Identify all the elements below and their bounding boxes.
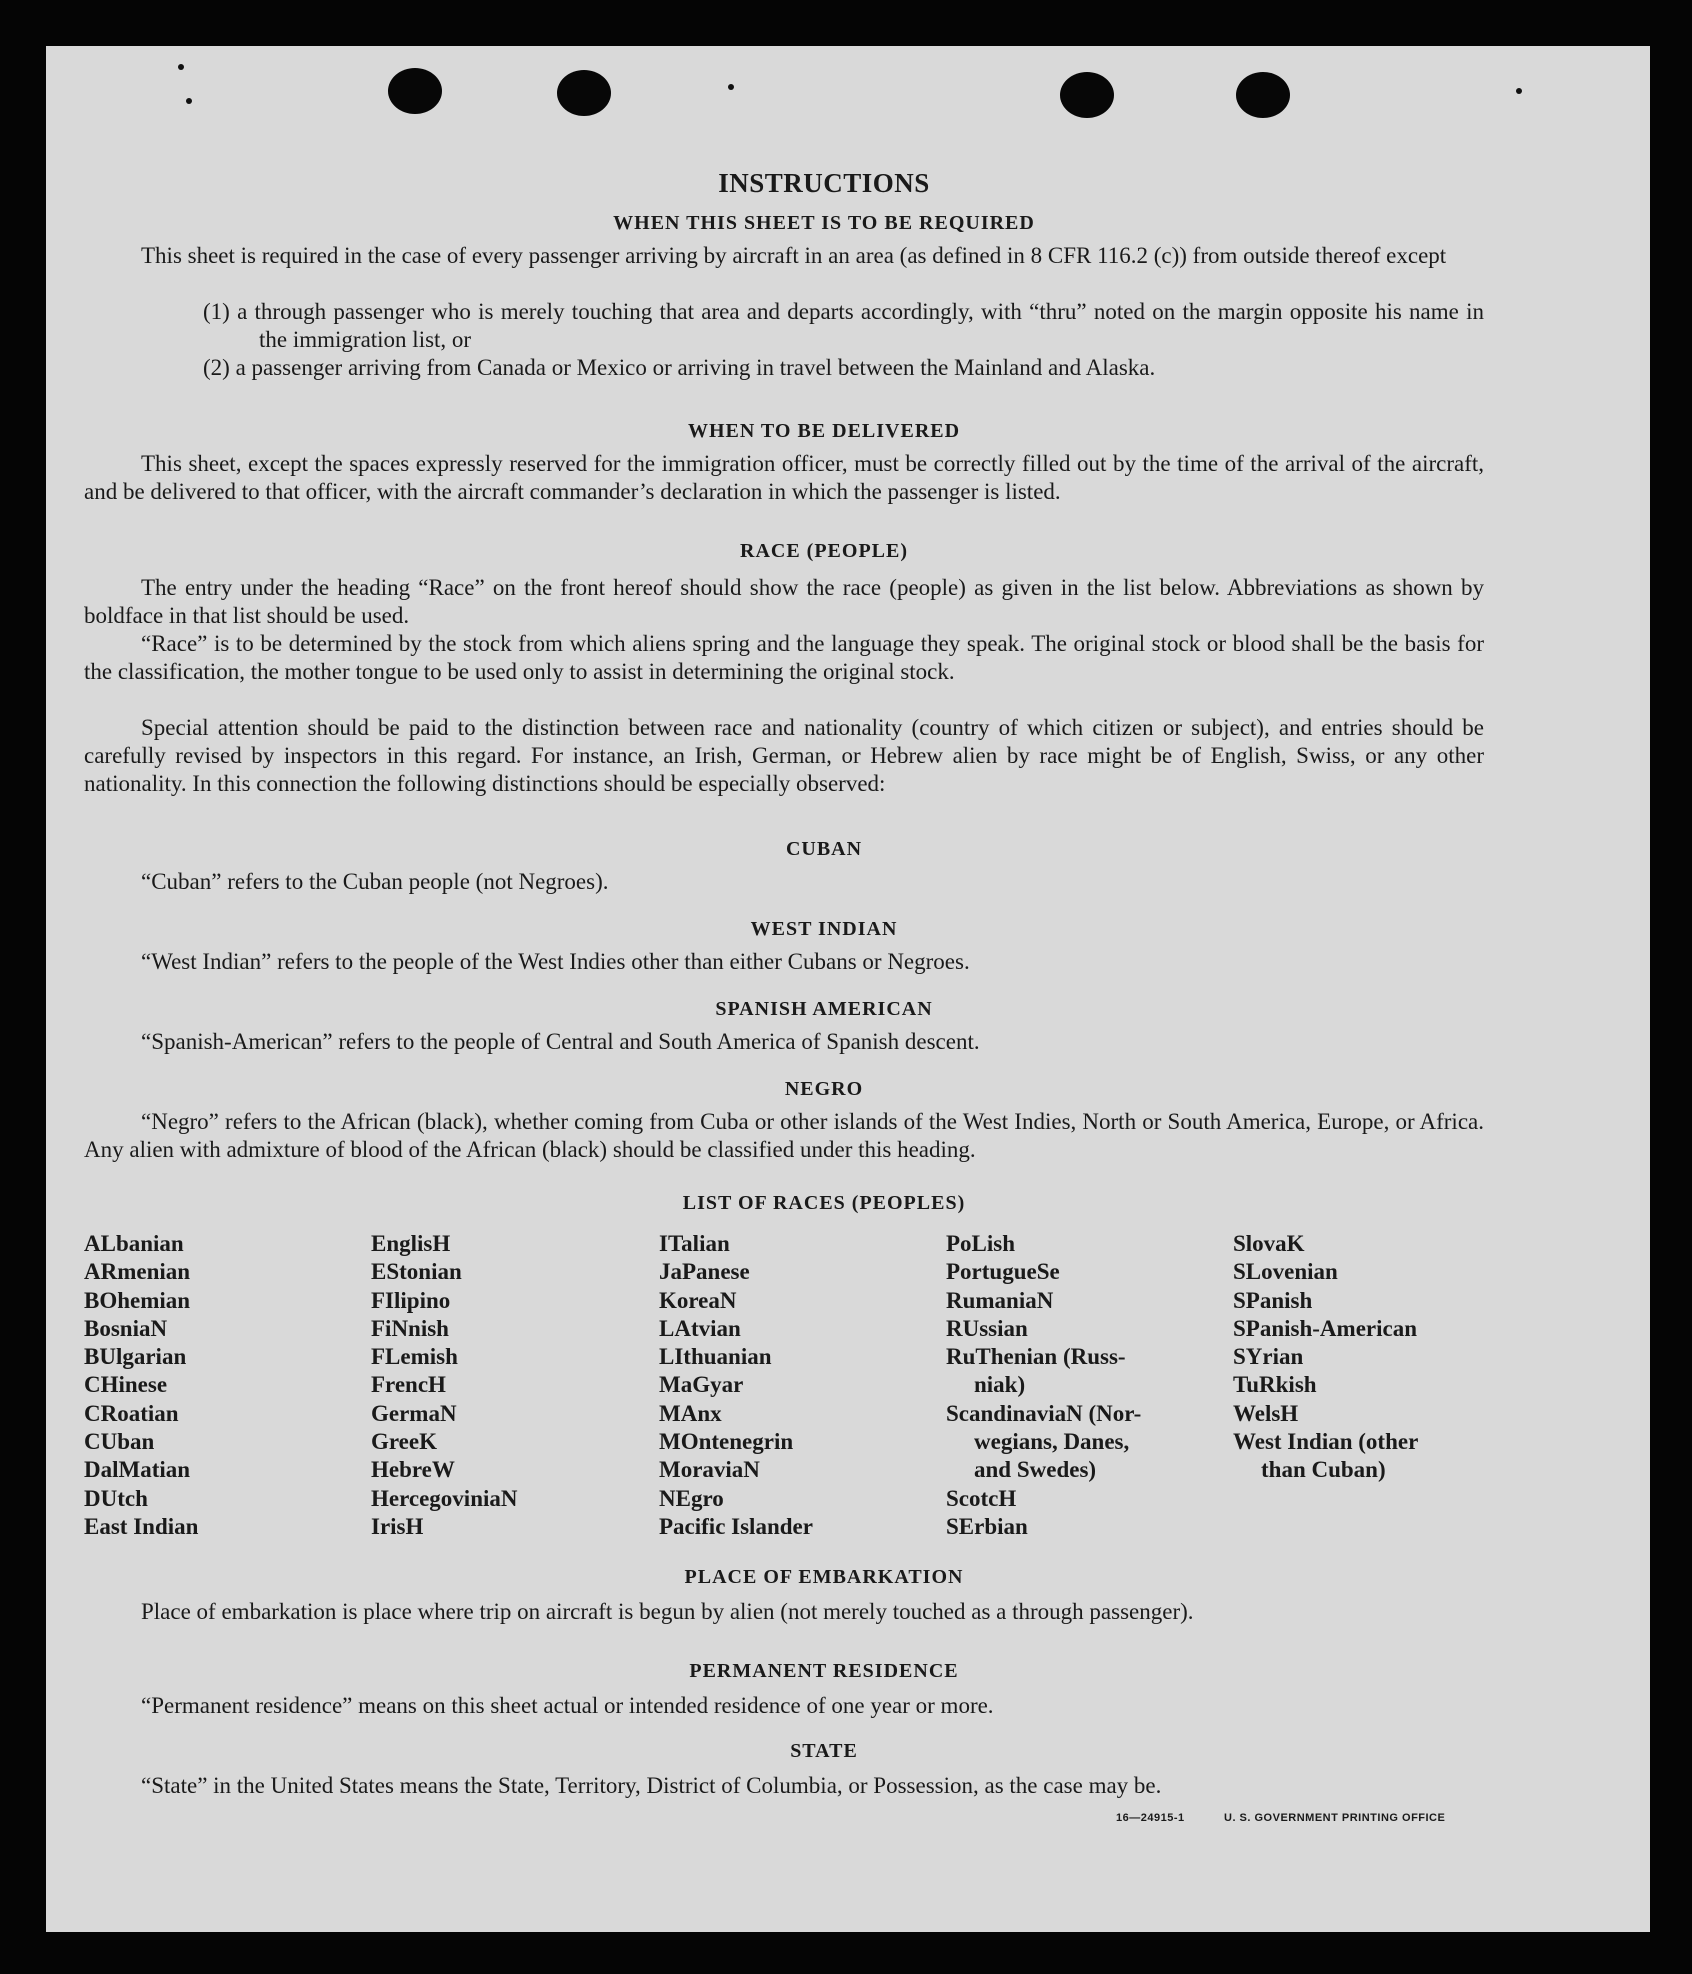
speck	[186, 98, 192, 104]
race-item: JaPanese	[659, 1259, 750, 1285]
races-column-3	[659, 1230, 813, 1541]
permanent-residence-text: “Permanent residence” means on this sheet actual or intended residence of one year or more.	[141, 1693, 994, 1718]
race-item: BUlgarian	[84, 1344, 187, 1370]
race-item: GermaN	[371, 1400, 457, 1426]
race-item: EnglisH	[371, 1231, 451, 1256]
heading-when-delivered: WHEN TO BE DELIVERED	[687, 420, 961, 442]
speck	[178, 64, 184, 70]
race-item: ScandinaviaN (Nor-	[946, 1400, 1142, 1426]
races-column-2	[371, 1230, 518, 1541]
race-item: FLemish	[371, 1344, 458, 1370]
race-item: TuRkish	[1233, 1372, 1317, 1398]
race-item: WelsH	[1233, 1400, 1299, 1426]
punch-hole	[1060, 72, 1114, 118]
race-item: East Indian	[84, 1513, 199, 1539]
race-item: SYrian	[1233, 1344, 1304, 1370]
race-item: PoLish	[946, 1231, 1016, 1256]
race-item: LIthuanian	[659, 1344, 772, 1370]
race-item: PortugueSe	[946, 1259, 1060, 1285]
race-item: HercegoviniaN	[371, 1485, 518, 1511]
state-text: “State” in the United States means the State, Territory, District of Columbia, or Possession, as the case may be.	[141, 1773, 1162, 1798]
race-item: SlovaK	[1233, 1231, 1305, 1256]
when-delivered-text: This sheet, except the spaces expressly reserved for the immigration officer, must be correctly filled out by the time of the arrival of the aircraft, and be delivered to that officer, with the aircraft commander’s declaration in which the passenger is listed.	[84, 451, 1484, 504]
heading-spanish-american: SPANISH AMERICAN	[715, 998, 933, 1020]
race-item-continued: niak)	[974, 1372, 1026, 1398]
race-item: CUban	[84, 1429, 155, 1455]
printer-credit: U. S. GOVERNMENT PRINTING OFFICE	[1224, 1812, 1446, 1824]
heading-list-of-races: LIST OF RACES (PEOPLES)	[682, 1192, 966, 1214]
when-required-item-2: (2) a passenger arriving from Canada or Mexico or arriving in travel between the Mainland and Alaska.	[203, 355, 1156, 380]
race-item: BOhemian	[84, 1287, 191, 1313]
document-sheet	[46, 46, 1650, 1932]
race-item: SPanish-American	[1233, 1315, 1417, 1341]
race-item: SErbian	[946, 1513, 1028, 1539]
race-item: MoraviaN	[659, 1457, 760, 1483]
race-item: ARmenian	[84, 1259, 191, 1285]
race-item: DalMatian	[84, 1457, 191, 1483]
race-item: ScotcH	[946, 1485, 1017, 1511]
race-item: EStonian	[371, 1259, 462, 1285]
race-item: ITalian	[659, 1231, 730, 1256]
punch-hole	[557, 70, 611, 116]
races-column-1	[84, 1230, 198, 1541]
punch-hole	[1236, 72, 1290, 118]
heading-state: STATE	[790, 1740, 858, 1762]
when-required-item-1: (1) a through passenger who is merely touching that area and departs accordingly, with “thru” noted on the margin opposite his name in the immigration list, or	[203, 299, 1484, 352]
punch-hole	[388, 68, 442, 114]
west-indian-text: “West Indian” refers to the people of the West Indies other than either Cubans or Negroes.	[141, 949, 970, 974]
heading-permanent-residence: PERMANENT RESIDENCE	[689, 1660, 959, 1682]
heading-cuban: CUBAN	[785, 838, 863, 860]
race-item: CHinese	[84, 1372, 168, 1398]
heading-embarkation: PLACE OF EMBARKATION	[684, 1566, 964, 1588]
race-item: HebreW	[371, 1457, 455, 1483]
negro-text: “Negro” refers to the African (black), whether coming from Cuba or other islands of the West Indies, North or South America, Europe, or Africa. Any alien with admixture of blood of the African (black) should be classified under this heading.	[84, 1109, 1484, 1162]
speck	[1516, 88, 1522, 94]
race-item: KoreaN	[659, 1287, 737, 1313]
races-column-5	[1233, 1230, 1418, 1485]
page-title: INSTRUCTIONS	[718, 168, 930, 198]
race-item: CRoatian	[84, 1400, 179, 1426]
form-number: 16—24915-1	[1116, 1812, 1185, 1824]
heading-west-indian: WEST INDIAN	[750, 918, 898, 940]
race-item: RuThenian (Russ-	[946, 1344, 1126, 1370]
races-column-4	[946, 1230, 1141, 1541]
race-paragraph-2: “Race” is to be determined by the stock from which aliens spring and the language they speak. The original stock or blood shall be the basis for the classification, the mother tongue to be used only to assist in determining the original stock.	[84, 631, 1484, 684]
race-item: RUssian	[946, 1315, 1028, 1341]
embarkation-text: Place of embarkation is place where trip on aircraft is begun by alien (not merely touched as a through passenger).	[141, 1599, 1194, 1624]
race-item: West Indian (other	[1233, 1429, 1419, 1455]
race-item-continued: and Swedes)	[974, 1457, 1097, 1483]
race-item: RumaniaN	[946, 1287, 1054, 1313]
race-item: DUtch	[84, 1485, 148, 1511]
race-item: MaGyar	[659, 1372, 744, 1398]
race-item: FiNnish	[371, 1315, 449, 1341]
race-item-continued: than Cuban)	[1261, 1457, 1386, 1483]
race-item: BosniaN	[84, 1315, 168, 1341]
race-item: MOntenegrin	[659, 1429, 794, 1455]
race-item-continued: wegians, Danes,	[974, 1429, 1130, 1455]
race-item: FIlipino	[371, 1287, 451, 1313]
race-item: ALbanian	[84, 1231, 184, 1256]
race-item: SPanish	[1233, 1287, 1313, 1313]
race-item: IrisH	[371, 1513, 424, 1539]
heading-negro: NEGRO	[784, 1078, 864, 1100]
heading-race: RACE (PEOPLE)	[740, 540, 908, 562]
race-item: MAnx	[659, 1400, 722, 1426]
heading-when-required: WHEN THIS SHEET IS TO BE REQUIRED	[613, 212, 1035, 234]
cuban-text: “Cuban” refers to the Cuban people (not Negroes).	[141, 869, 609, 894]
race-item: FrencH	[371, 1372, 446, 1398]
race-item: NEgro	[659, 1485, 724, 1511]
speck	[728, 84, 734, 90]
race-paragraph-3: Special attention should be paid to the distinction between race and nationality (country of which citizen or subject), and entries should be carefully revised by inspectors in this regard. For instance, an Irish, German, or Hebrew alien by race might be of English, Swiss, or any other nationality. In this connection the following distinctions should be especially observed:	[84, 715, 1484, 796]
race-item: SLovenian	[1233, 1259, 1338, 1285]
when-required-intro: This sheet is required in the case of every passenger arriving by aircraft in an area (as defined in 8 CFR 116.2 (c)) from outside thereof except	[141, 243, 1447, 268]
race-item: GreeK	[371, 1429, 437, 1455]
race-item: LAtvian	[659, 1315, 741, 1341]
race-paragraph-1: The entry under the heading “Race” on the front hereof should show the race (people) as given in the list below. Abbreviations as shown by boldface in that list should be used.	[84, 575, 1484, 628]
race-item: Pacific Islander	[659, 1513, 813, 1539]
spanish-american-text: “Spanish-American” refers to the people of Central and South America of Spanish descent.	[141, 1029, 980, 1054]
